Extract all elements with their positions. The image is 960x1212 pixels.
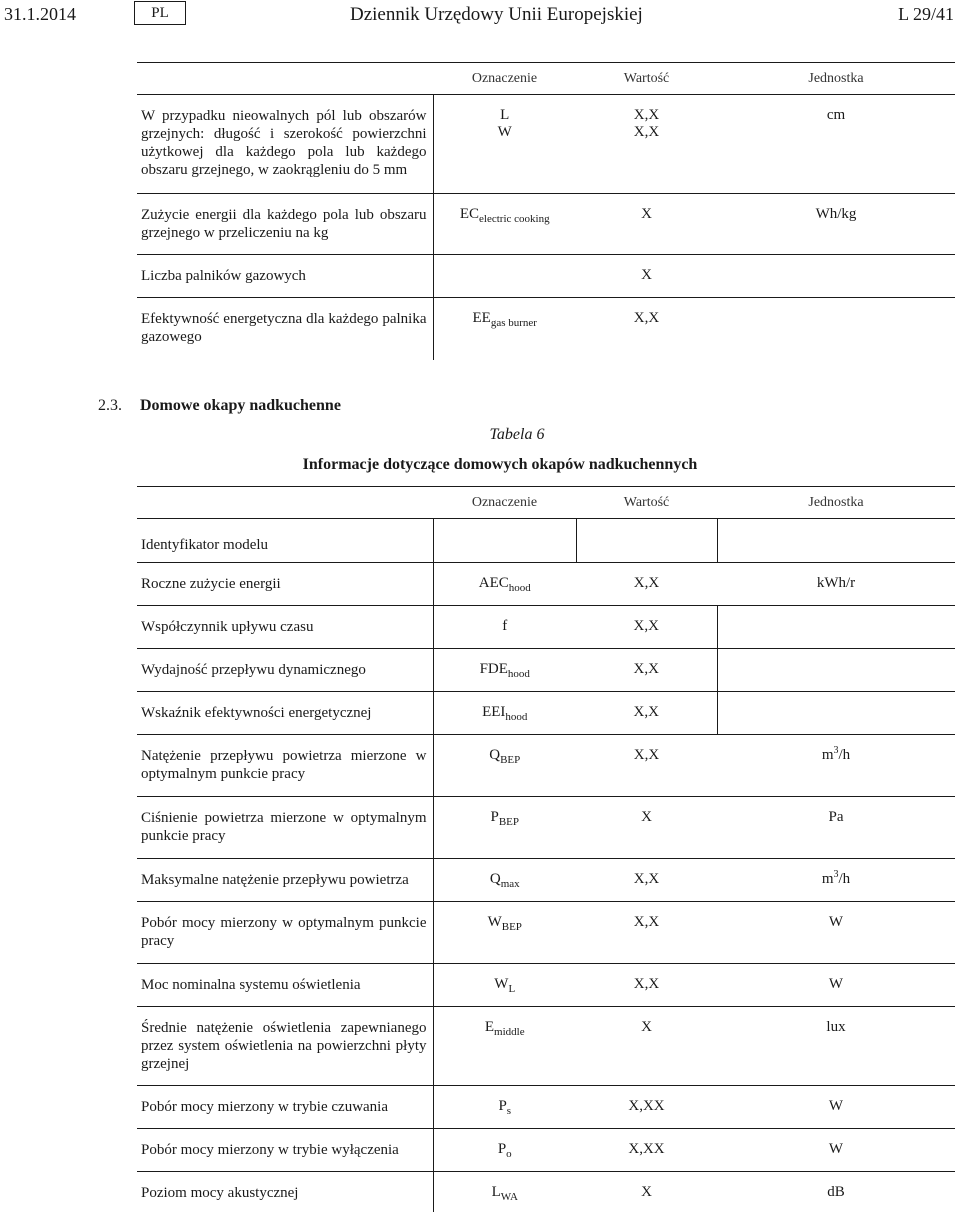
row-symbol <box>433 519 576 563</box>
row-description: W przypadku nieowalnych pól lub obszarów grzejnych: długość i szerokość powierzchni użytkowej dla każdego pola lub każdego obszaru grzejnego, w zaokrągleniu do 5 mm <box>137 95 433 194</box>
section-heading <box>98 397 341 415</box>
row-unit: $m^3/h$ <box>717 859 955 902</box>
table-row <box>137 797 955 859</box>
row-value <box>576 519 717 563</box>
row-description: Maksymalne natężenie przepływu powietrza <box>137 859 433 902</box>
row-value: X,X <box>576 649 717 692</box>
row-value: X <box>576 194 717 255</box>
row-symbol: $L_{WA}$ <box>433 1172 576 1212</box>
column-header-unit: Jednostka <box>717 487 955 519</box>
row-value: X,X <box>576 902 717 964</box>
row-symbol: $P_{BEP}$ <box>433 797 576 859</box>
table-row <box>137 519 955 563</box>
row-unit: W <box>717 1129 955 1172</box>
row-unit: Wh/kg <box>717 194 955 255</box>
row-symbol: $AEC_{hood}$ <box>433 563 576 606</box>
row-symbol: $EE_{gas burner}$ <box>433 298 576 360</box>
table-row <box>137 692 955 735</box>
table-row <box>137 563 955 606</box>
row-description: Poziom mocy akustycznej <box>137 1172 433 1212</box>
row-unit <box>717 692 955 735</box>
journal-title: Dziennik Urzędowy Unii Europejskiej <box>350 4 643 25</box>
table-header-blank <box>137 63 433 95</box>
row-unit <box>717 606 955 649</box>
table-row <box>137 1129 955 1172</box>
table-row <box>137 606 955 649</box>
row-symbol: f <box>433 606 576 649</box>
column-header-unit: Jednostka <box>717 63 955 95</box>
publication-date: 31.1.2014 <box>4 4 76 24</box>
row-unit: $m^3/h$ <box>717 735 955 797</box>
row-description: Ciśnienie powietrza mierzone w optymalnym punkcie pracy <box>137 797 433 859</box>
table-row <box>137 298 955 360</box>
row-unit: W <box>717 1086 955 1129</box>
table-label: Tabela 6 <box>489 426 545 443</box>
table-row <box>137 194 955 255</box>
row-value: X,X <box>576 859 717 902</box>
row-symbol: $Q_{max}$ <box>433 859 576 902</box>
row-unit <box>717 519 955 563</box>
row-symbol: $FDE_{hood}$ <box>433 649 576 692</box>
table-row <box>137 1007 955 1086</box>
table-row <box>137 902 955 964</box>
row-description: Efektywność energetyczna dla każdego palnika gazowego <box>137 298 433 360</box>
table-title: Informacje dotyczące domowych okapów nadkuchennych <box>302 456 698 473</box>
row-description: Pobór mocy mierzony w trybie wyłączenia <box>137 1129 433 1172</box>
row-description: Identyfikator modelu <box>137 519 433 563</box>
range-hood-table <box>137 486 955 1212</box>
row-description: Średnie natężenie oświetlenia zapewnianego przez system oświetlenia na powierzchni płyty grzejnej <box>137 1007 433 1086</box>
row-unit: cm <box>717 95 955 194</box>
row-description: Moc nominalna systemu oświetlenia <box>137 964 433 1007</box>
row-value: X,X <box>576 735 717 797</box>
row-unit <box>717 255 955 298</box>
row-unit <box>717 298 955 360</box>
row-symbol: $W_L$ <box>433 964 576 1007</box>
column-header-symbol: Oznaczenie <box>433 487 576 519</box>
row-unit: dB <box>717 1172 955 1212</box>
page-header <box>0 0 960 30</box>
row-description: Natężenie przepływu powietrza mierzone w optymalnym punkcie pracy <box>137 735 433 797</box>
table-row <box>137 1172 955 1212</box>
row-value: X,X <box>576 606 717 649</box>
row-symbol <box>433 255 576 298</box>
row-symbol: $Q_{BEP}$ <box>433 735 576 797</box>
row-value: X,X X,X <box>576 95 717 194</box>
row-value: X <box>576 255 717 298</box>
row-description: Wskaźnik efektywności energetycznej <box>137 692 433 735</box>
row-symbol: $EC_{electric cooking}$ <box>433 194 576 255</box>
row-unit: lux <box>717 1007 955 1086</box>
table-row <box>137 859 955 902</box>
table-row <box>137 255 955 298</box>
row-value: X,X <box>576 298 717 360</box>
row-value: X <box>576 797 717 859</box>
cooking-table <box>137 62 955 360</box>
table-row <box>137 964 955 1007</box>
row-symbol: $P_s$ <box>433 1086 576 1129</box>
row-description: Wydajność przepływu dynamicznego <box>137 649 433 692</box>
row-unit <box>717 649 955 692</box>
row-description: Roczne zużycie energii <box>137 563 433 606</box>
row-unit: Pa <box>717 797 955 859</box>
row-symbol: $W_{BEP}$ <box>433 902 576 964</box>
row-description: Współczynnik upływu czasu <box>137 606 433 649</box>
row-value: X,X <box>576 964 717 1007</box>
language-badge: PL <box>134 1 186 25</box>
column-header-value: Wartość <box>576 63 717 95</box>
row-symbol: $EEI_{hood}$ <box>433 692 576 735</box>
page-number: L 29/41 <box>898 4 954 24</box>
row-value: X,X <box>576 563 717 606</box>
row-value: X <box>576 1172 717 1212</box>
row-description: Pobór mocy mierzony w optymalnym punkcie pracy <box>137 902 433 964</box>
table-header-blank <box>137 487 433 519</box>
column-header-symbol: Oznaczenie <box>433 63 576 95</box>
row-unit: W <box>717 902 955 964</box>
table-row <box>137 735 955 797</box>
table-row <box>137 95 955 194</box>
row-symbol: $E_{middle}$ <box>433 1007 576 1086</box>
row-symbol: $P_o$ <box>433 1129 576 1172</box>
column-header-value: Wartość <box>576 487 717 519</box>
section-number: 2.3. <box>98 397 122 414</box>
row-description: Pobór mocy mierzony w trybie czuwania <box>137 1086 433 1129</box>
row-unit: W <box>717 964 955 1007</box>
row-symbol: L W <box>433 95 576 194</box>
row-value: X,XX <box>576 1129 717 1172</box>
section-title: Domowe okapy nadkuchenne <box>140 397 341 414</box>
table-row <box>137 1086 955 1129</box>
row-value: X <box>576 1007 717 1086</box>
table-row <box>137 649 955 692</box>
row-description: Liczba palników gazowych <box>137 255 433 298</box>
row-value: X,X <box>576 692 717 735</box>
row-value: X,XX <box>576 1086 717 1129</box>
row-description: Zużycie energii dla każdego pola lub obszaru grzejnego w przeliczeniu na kg <box>137 194 433 255</box>
row-unit: kWh/r <box>717 563 955 606</box>
